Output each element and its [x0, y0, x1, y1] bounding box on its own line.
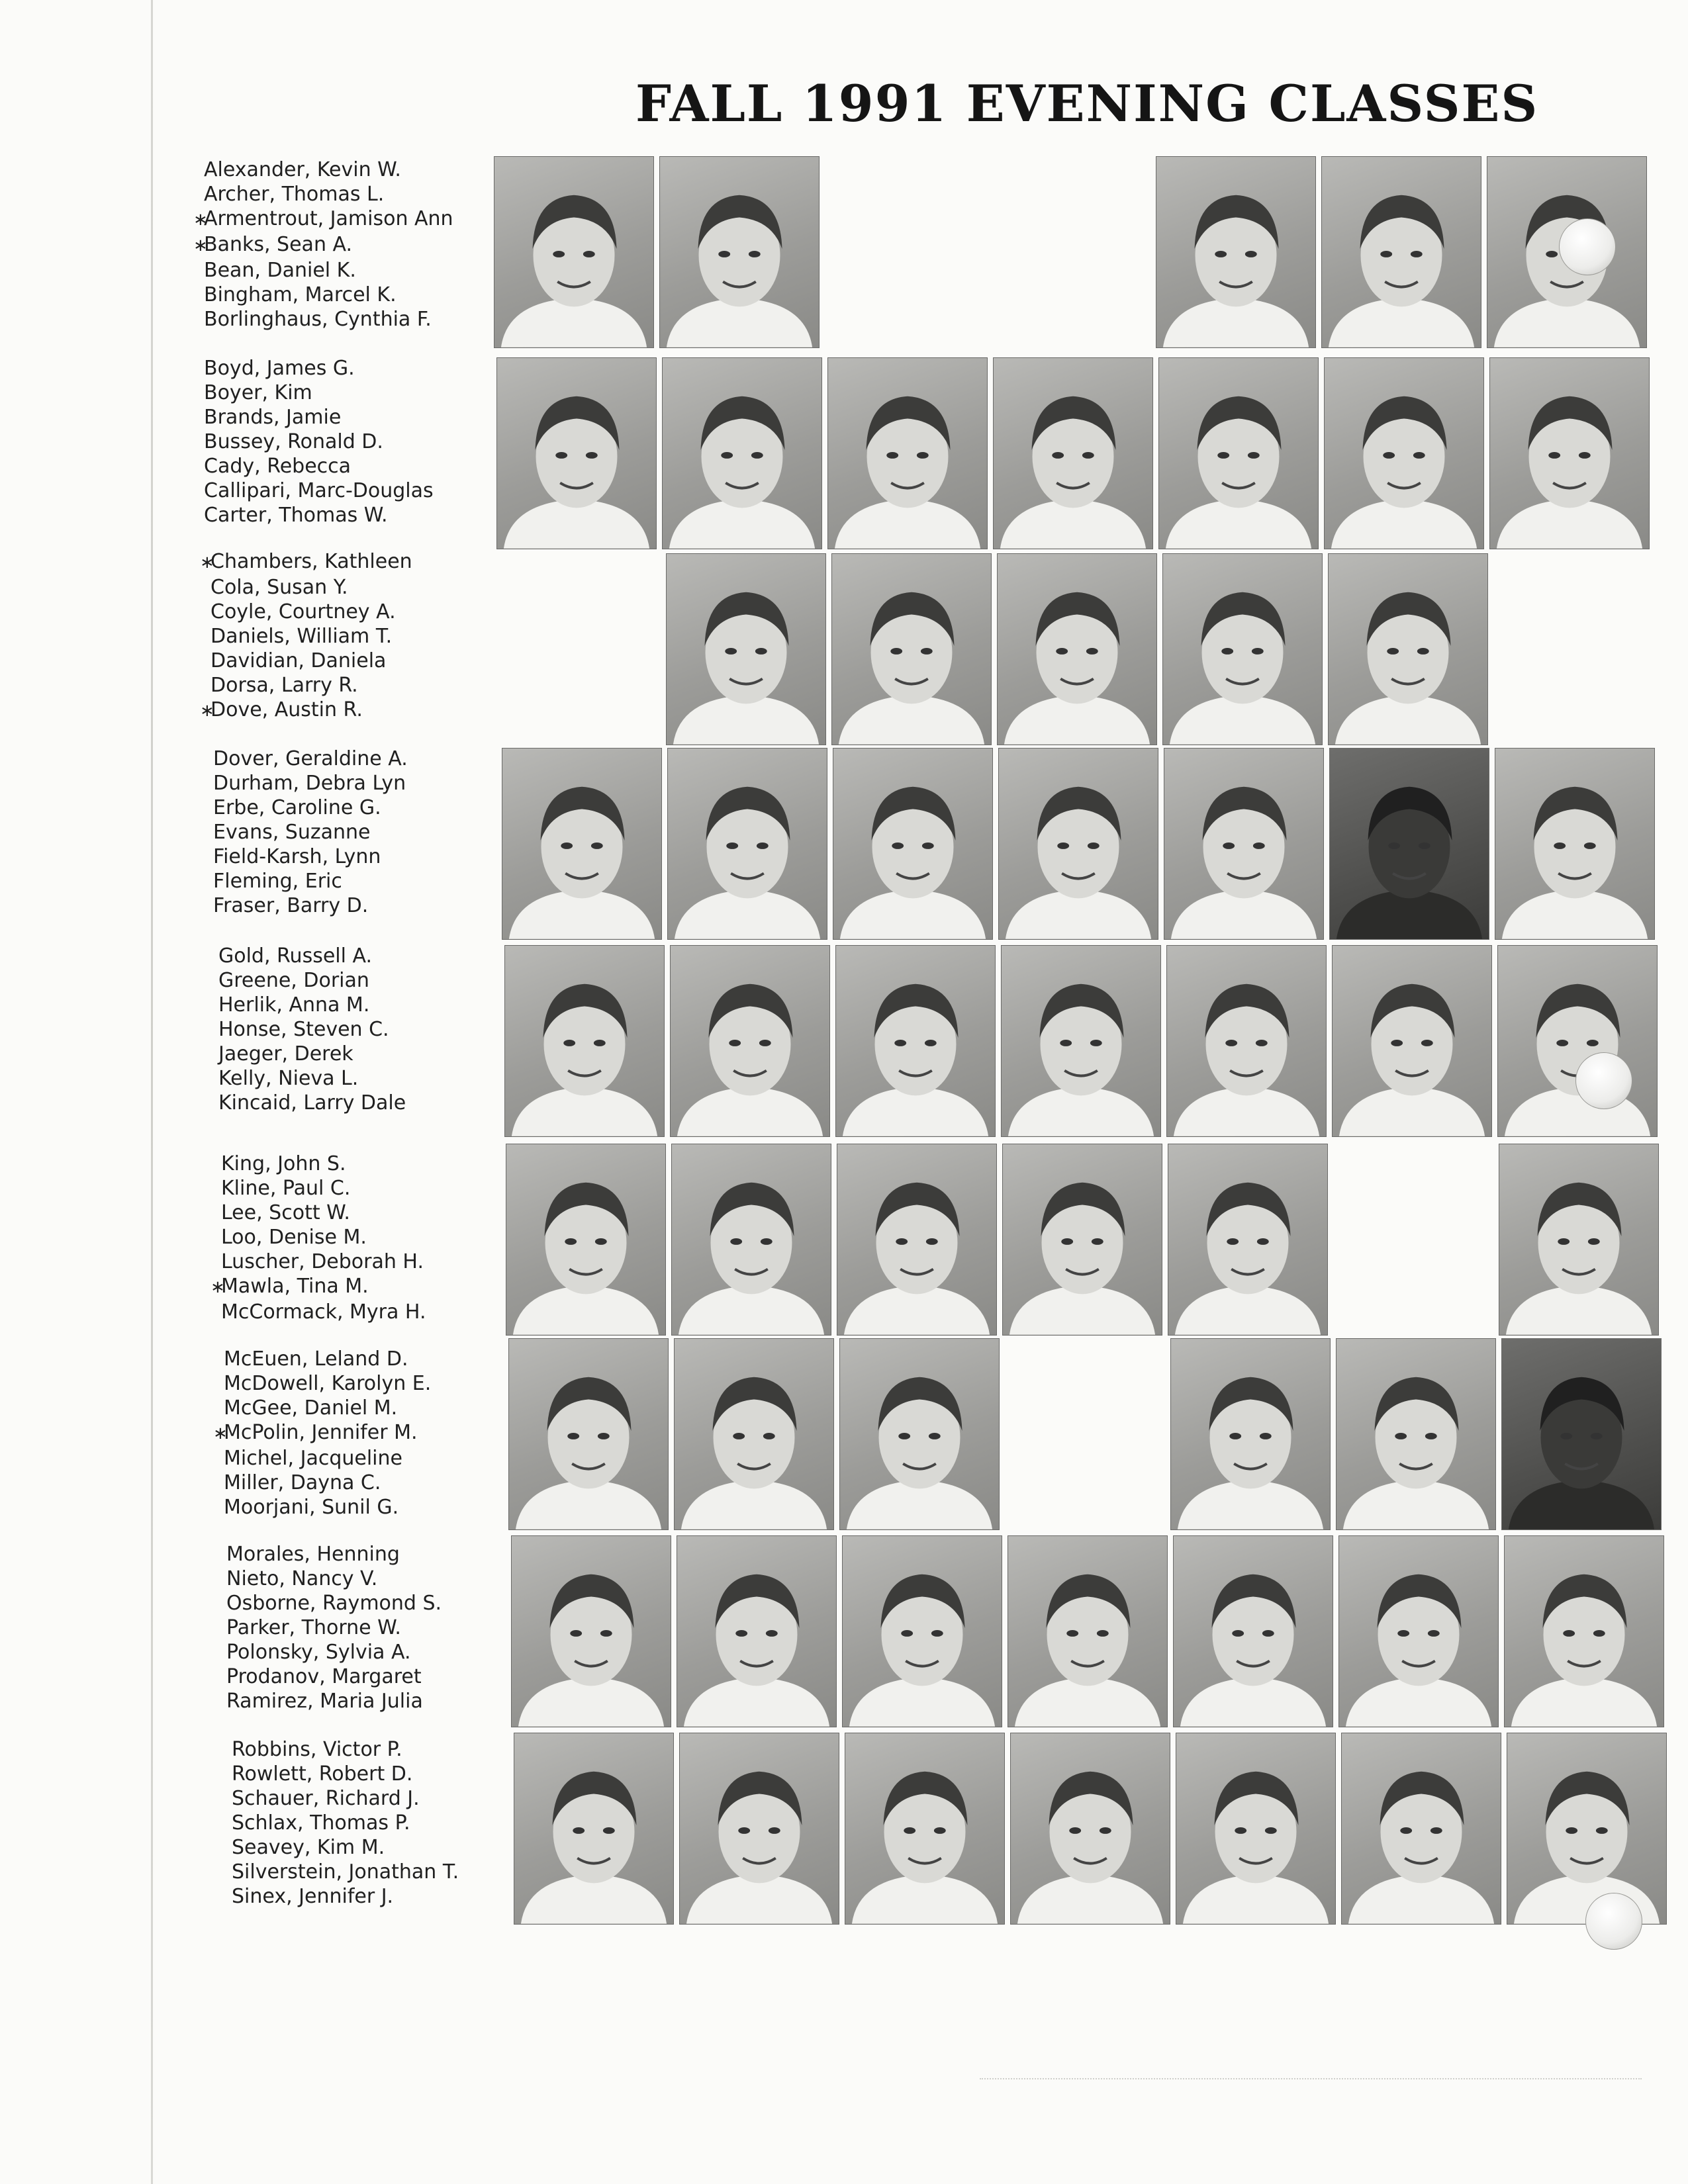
asterisk-marker: ∗: [200, 701, 214, 721]
portrait-photo: [514, 1733, 674, 1925]
portrait-photo: [1176, 1733, 1336, 1925]
student-name: [221, 1300, 532, 1324]
student-name-text: Moorjani, Sunil G.: [224, 1496, 399, 1519]
student-name: [232, 1737, 543, 1762]
student-name-text: Herlik, Anna M.: [218, 993, 370, 1017]
portrait-photo: [1338, 1535, 1499, 1727]
student-name-text: McCormack, Myra H.: [221, 1300, 426, 1324]
portrait-photo: [837, 1144, 997, 1336]
portrait-photo: [1164, 748, 1324, 940]
student-name-text: Carter, Thomas W.: [204, 504, 388, 527]
student-name-text: Osborne, Raymond S.: [226, 1592, 442, 1615]
portrait-photo: [845, 1733, 1005, 1925]
student-name-text: Parker, Thorne W.: [226, 1616, 401, 1639]
student-name-text: Boyer, Kim: [204, 381, 312, 404]
student-name-text: Mawla, Tina M.: [221, 1275, 369, 1298]
student-name: [232, 1811, 543, 1835]
student-name: [204, 182, 515, 206]
name-list: [193, 158, 515, 332]
student-name: [224, 1371, 535, 1396]
name-list: [218, 944, 530, 1115]
student-name: [226, 1689, 538, 1713]
student-name: [221, 1225, 532, 1250]
student-name: [204, 283, 515, 307]
sticker-mark: [1585, 1893, 1642, 1950]
student-name: [221, 1201, 532, 1225]
empty-photo-slot: [1493, 553, 1654, 745]
photo-row: [506, 1144, 1664, 1336]
portrait-photo: [666, 553, 826, 745]
student-name: [204, 478, 515, 503]
student-name: [213, 1420, 535, 1446]
portrait-photo: [496, 357, 657, 549]
student-name: [211, 673, 522, 698]
student-name-text: Sinex, Jennifer J.: [232, 1885, 394, 1908]
portrait-photo: [677, 1535, 837, 1727]
student-name-text: Morales, Henning: [226, 1543, 400, 1566]
student-name-text: Prodanov, Margaret: [226, 1665, 422, 1688]
empty-photo-slot: [990, 156, 1150, 348]
portrait-photo: [835, 945, 996, 1137]
portrait-photo: [511, 1535, 671, 1727]
student-name: [204, 430, 515, 454]
student-name-text: Durham, Debra Lyn: [213, 772, 406, 795]
empty-photo-slot: [1333, 1144, 1493, 1336]
student-name-text: Nieto, Nancy V.: [226, 1567, 378, 1590]
student-name-text: Brands, Jamie: [204, 406, 342, 429]
student-name: [193, 206, 515, 232]
asterisk-marker: ∗: [211, 1277, 225, 1297]
student-name-text: Davidian, Daniela: [211, 649, 387, 672]
student-name-text: Evans, Suzanne: [213, 821, 371, 844]
portrait-photo: [1497, 945, 1658, 1137]
portrait-photo: [1010, 1733, 1170, 1925]
page-binding-edge: [151, 0, 153, 2184]
photo-row: [494, 156, 1652, 348]
portrait-photo: [1495, 748, 1655, 940]
portrait-photo: [997, 553, 1157, 745]
sticker-mark: [1559, 218, 1616, 275]
student-name: [211, 575, 522, 600]
student-name-text: Miller, Dayna C.: [224, 1471, 381, 1494]
portrait-photo: [1489, 357, 1650, 549]
asterisk-marker: ∗: [213, 1424, 228, 1443]
student-name: [213, 771, 524, 796]
portrait-photo: [833, 748, 993, 940]
portrait-photo: [1336, 1338, 1496, 1530]
student-name: [204, 307, 515, 332]
page-title: FALL 1991 EVENING CLASSES: [635, 74, 1539, 133]
student-name-text: Schlax, Thomas P.: [232, 1811, 410, 1835]
student-name-text: King, John S.: [221, 1152, 346, 1175]
portrait-photo: [1173, 1535, 1333, 1727]
student-name-text: Ramirez, Maria Julia: [226, 1690, 423, 1713]
portrait-photo: [831, 553, 992, 745]
student-name: [232, 1786, 543, 1811]
student-name: [232, 1762, 543, 1786]
student-name-text: Bussey, Ronald D.: [204, 430, 383, 453]
student-name: [218, 993, 530, 1017]
student-name-text: Field-Karsh, Lynn: [213, 845, 381, 868]
portrait-photo: [662, 357, 822, 549]
student-name: [200, 698, 522, 723]
student-name-text: Polonsky, Sylvia A.: [226, 1641, 411, 1664]
student-name-text: Seavey, Kim M.: [232, 1836, 385, 1859]
student-name-text: Luscher, Deborah H.: [221, 1250, 424, 1273]
student-name: [213, 844, 524, 869]
student-name-text: Schauer, Richard J.: [232, 1787, 420, 1810]
name-list: [232, 1737, 543, 1909]
portrait-photo: [504, 945, 665, 1137]
empty-photo-slot: [500, 553, 661, 745]
student-name: [218, 1091, 530, 1115]
student-name-text: Kline, Paul C.: [221, 1177, 351, 1200]
sticker-mark: [1575, 1052, 1632, 1109]
portrait-photo: [1341, 1733, 1501, 1925]
student-name-text: Daniels, William T.: [211, 625, 393, 648]
student-name-text: Cady, Rebecca: [204, 455, 352, 478]
name-list: [226, 1542, 538, 1713]
student-name: [193, 232, 515, 258]
portrait-photo: [494, 156, 654, 348]
student-name: [226, 1615, 538, 1640]
portrait-photo: [1002, 1144, 1162, 1336]
student-name-text: Alexander, Kevin W.: [204, 158, 401, 181]
student-name: [204, 258, 515, 283]
portrait-photo: [1170, 1338, 1331, 1530]
student-name-text: Cola, Susan Y.: [211, 576, 348, 599]
portrait-photo: [842, 1535, 1002, 1727]
portrait-photo: [839, 1338, 1000, 1530]
portrait-photo: [1324, 357, 1484, 549]
student-name-text: Jaeger, Derek: [218, 1042, 353, 1066]
student-name: [224, 1396, 535, 1420]
student-name: [232, 1860, 543, 1884]
student-name-text: Fraser, Barry D.: [213, 894, 369, 917]
student-name: [221, 1250, 532, 1274]
student-name-text: Banks, Sean A.: [204, 233, 353, 256]
portrait-photo: [674, 1338, 834, 1530]
portrait-photo: [670, 945, 830, 1137]
student-name: [204, 454, 515, 478]
photo-row: [502, 748, 1660, 940]
student-name-text: Honse, Steven C.: [218, 1018, 389, 1041]
student-name: [204, 356, 515, 381]
photo-row: [511, 1535, 1669, 1727]
student-name-text: Dove, Austin R.: [211, 698, 363, 721]
student-name: [224, 1495, 535, 1520]
student-name-text: McDowell, Karolyn E.: [224, 1372, 432, 1395]
student-name: [226, 1567, 538, 1591]
portrait-photo: [1166, 945, 1327, 1137]
student-name: [213, 747, 524, 771]
student-name-text: Gold, Russell A.: [218, 944, 373, 968]
student-name-text: Fleming, Eric: [213, 870, 342, 893]
photo-row: [514, 1733, 1672, 1925]
student-name-text: Coyle, Courtney A.: [211, 600, 396, 623]
student-name: [211, 600, 522, 624]
student-name: [211, 1274, 532, 1300]
portrait-photo: [1504, 1535, 1664, 1727]
asterisk-marker: ∗: [193, 210, 208, 230]
student-name: [226, 1542, 538, 1567]
name-list: [213, 747, 524, 918]
student-name-text: Kelly, Nieva L.: [218, 1067, 359, 1090]
student-name: [224, 1347, 535, 1371]
photo-row: [496, 357, 1655, 549]
name-list: [211, 1152, 532, 1324]
name-list: [213, 1347, 535, 1520]
portrait-photo: [659, 156, 820, 348]
portrait-photo: [1329, 748, 1489, 940]
portrait-photo: [998, 748, 1158, 940]
student-name: [218, 1042, 530, 1066]
student-name: [213, 820, 524, 844]
portrait-photo: [1156, 156, 1316, 348]
empty-photo-slot: [825, 156, 985, 348]
portrait-photo: [1162, 553, 1323, 745]
student-name-text: Michel, Jacqueline: [224, 1447, 402, 1470]
portrait-photo: [1501, 1338, 1662, 1530]
portrait-photo: [1499, 1144, 1659, 1336]
student-name: [232, 1835, 543, 1860]
student-name: [218, 1017, 530, 1042]
student-name-text: Greene, Dorian: [218, 969, 369, 992]
student-name: [226, 1664, 538, 1689]
student-name-text: McGee, Daniel M.: [224, 1396, 398, 1420]
portrait-photo: [1158, 357, 1319, 549]
student-name-text: Robbins, Victor P.: [232, 1738, 402, 1761]
student-name-text: Loo, Denise M.: [221, 1226, 367, 1249]
portrait-photo: [1008, 1535, 1168, 1727]
asterisk-marker: ∗: [193, 236, 208, 255]
portrait-photo: [1001, 945, 1161, 1137]
photo-row: [508, 1338, 1667, 1530]
student-name: [221, 1176, 532, 1201]
name-list: [200, 549, 522, 723]
student-name: [200, 549, 522, 575]
portrait-photo: [508, 1338, 669, 1530]
student-name: [218, 968, 530, 993]
student-name: [218, 944, 530, 968]
portrait-photo: [1507, 1733, 1667, 1925]
student-name: [204, 381, 515, 405]
student-name-text: Kincaid, Larry Dale: [218, 1091, 406, 1115]
photo-row: [504, 945, 1663, 1137]
student-name: [224, 1446, 535, 1471]
student-name-text: Bean, Daniel K.: [204, 259, 356, 282]
student-name-text: Archer, Thomas L.: [204, 183, 385, 206]
student-name: [204, 503, 515, 527]
asterisk-marker: ∗: [200, 553, 214, 572]
student-name-text: Chambers, Kathleen: [211, 550, 412, 573]
photo-row: [500, 553, 1659, 745]
portrait-photo: [993, 357, 1153, 549]
student-name: [213, 796, 524, 820]
student-name: [211, 624, 522, 649]
student-name-text: Borlinghaus, Cynthia F.: [204, 308, 432, 331]
student-name: [218, 1066, 530, 1091]
student-name: [232, 1884, 543, 1909]
student-name: [226, 1591, 538, 1615]
portrait-photo: [1168, 1144, 1328, 1336]
student-name: [226, 1640, 538, 1664]
student-name-text: Boyd, James G.: [204, 357, 355, 380]
empty-photo-slot: [1005, 1338, 1165, 1530]
student-name: [213, 893, 524, 918]
student-name: [211, 649, 522, 673]
portrait-photo: [1321, 156, 1481, 348]
student-name-text: Dorsa, Larry R.: [211, 674, 358, 697]
portrait-photo: [667, 748, 827, 940]
portrait-photo: [506, 1144, 666, 1336]
portrait-photo: [671, 1144, 831, 1336]
portrait-photo: [502, 748, 662, 940]
student-name-text: Erbe, Caroline G.: [213, 796, 381, 819]
student-name: [213, 869, 524, 893]
student-name-text: Lee, Scott W.: [221, 1201, 350, 1224]
portrait-photo: [1328, 553, 1488, 745]
portrait-photo: [679, 1733, 839, 1925]
student-name-text: Dover, Geraldine A.: [213, 747, 408, 770]
student-name: [204, 158, 515, 182]
student-name: [221, 1152, 532, 1176]
portrait-photo: [827, 357, 988, 549]
student-name: [204, 405, 515, 430]
student-name: [224, 1471, 535, 1495]
student-name-text: McEuen, Leland D.: [224, 1347, 408, 1371]
name-list: [204, 356, 515, 527]
student-name-text: Bingham, Marcel K.: [204, 283, 397, 306]
student-name-text: Silverstein, Jonathan T.: [232, 1860, 459, 1884]
student-name-text: Armentrout, Jamison Ann: [204, 207, 453, 230]
student-name-text: Callipari, Marc-Douglas: [204, 479, 434, 502]
portrait-photo: [1332, 945, 1492, 1137]
student-name-text: McPolin, Jennifer M.: [224, 1421, 418, 1444]
student-name-text: Rowlett, Robert D.: [232, 1762, 413, 1786]
scan-edge-mark: [980, 2078, 1642, 2081]
